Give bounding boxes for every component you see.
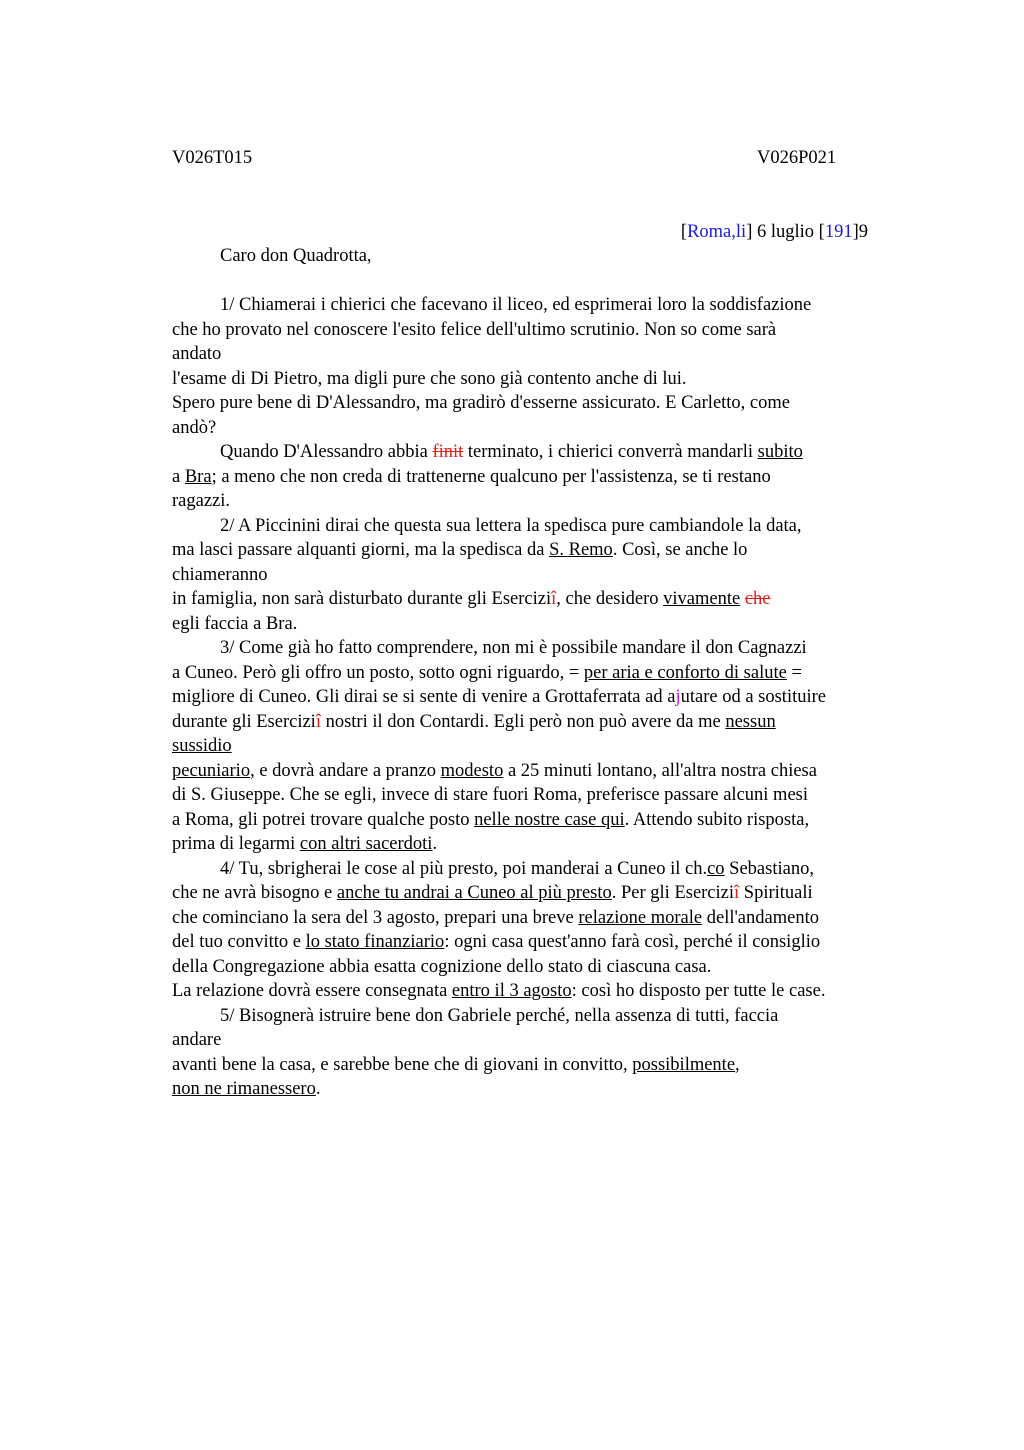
underlined-text: co — [707, 858, 725, 879]
text-run: utare od a sostituire — [680, 687, 826, 707]
text-run: chiameranno — [172, 564, 268, 585]
text-run: in famiglia, non sarà disturbato durante gli Esercizi — [172, 589, 552, 609]
text-line — [172, 342, 912, 367]
underlined-text: Bra — [184, 466, 212, 487]
text-line — [172, 367, 912, 392]
text-line — [172, 416, 912, 441]
underlined-text: sussidio — [172, 736, 232, 756]
text-run: , — [735, 1054, 740, 1075]
underlined-text: possibilmente — [632, 1054, 736, 1075]
text-run: egli faccia a Bra. — [172, 613, 298, 634]
text-line — [172, 1028, 912, 1053]
text-run: 4/ Tu, sbrigherai le cose al più presto, poi manderai a Cuneo il ch. — [220, 858, 708, 879]
text-line — [172, 710, 912, 735]
text-run: prima di legarmi — [172, 834, 300, 854]
text-run: ma lasci passare alquanti giorni, ma la spedisca da — [172, 540, 550, 560]
underlined-text: con altri sacerdoti — [299, 834, 433, 854]
date-year-prefix: 191 — [824, 222, 853, 242]
text-run: , che desidero — [556, 589, 664, 609]
text-run: nostri il don Contardi. Egli però non può avere da me — [320, 711, 726, 732]
text-run: durante gli Esercizi — [172, 711, 316, 732]
text-line — [172, 930, 912, 955]
text-run: : ogni casa quest'anno farà così, perché il consiglio — [444, 932, 821, 952]
text-line — [172, 906, 912, 931]
text-run: di S. Giuseppe. Che se egli, invece di stare fuori Roma, preferisce passare alcuni mesi — [172, 785, 808, 805]
text-line — [172, 1053, 912, 1078]
text-run: . — [432, 834, 438, 854]
date-day-month: 6 luglio — [756, 222, 815, 242]
text-run: a Roma, gli potrei trovare qualche posto — [172, 809, 475, 830]
text-line — [172, 881, 912, 906]
text-run: a 25 minuti lontano, all'altra nostra chiesa — [503, 760, 817, 781]
underlined-text: S. Remo — [549, 540, 613, 560]
date-year-suffix: 9 — [858, 222, 868, 242]
text-run: che ne avrà bisogno e — [172, 883, 337, 903]
text-run: Quando D'Alessandro abbia — [220, 442, 433, 462]
text-run: . Così, se anche lo — [612, 540, 748, 560]
text-run: Spirituali — [739, 883, 813, 903]
document-code-left: V026T015 — [172, 148, 253, 168]
underlined-text: pecuniario — [172, 760, 251, 781]
underlined-text: modesto — [440, 760, 504, 781]
text-run: avanti bene la casa, e sarebbe bene che di giovani in convitto, — [172, 1054, 633, 1075]
text-run: 1/ Chiamerai i chierici che facevano il liceo, ed esprimerai loro la soddisfazione — [220, 295, 812, 315]
text-line — [172, 293, 912, 318]
struck-text: che — [744, 589, 771, 609]
text-run: ; a meno che non creda di trattenerne qualcuno per l'assistenza, se ti restano — [211, 466, 771, 487]
underlined-text: entro il 3 agosto — [451, 981, 572, 1001]
underlined-text: per aria e conforto di salute — [583, 662, 787, 683]
text-line — [172, 1004, 912, 1029]
text-line — [172, 734, 912, 759]
text-line — [172, 612, 912, 637]
text-run: Spero pure bene di D'Alessandro, ma gradirò d'esserne assicurato. E Carletto, come — [172, 393, 790, 413]
text-run: che ho provato nel conoscere l'esito felice dell'ultimo scrutinio. Non so come sarà — [172, 319, 777, 340]
letter-date: [Roma,li] 6 luglio [191]9 — [680, 222, 868, 242]
text-run: a — [172, 466, 185, 487]
text-line — [172, 636, 912, 661]
text-line — [172, 514, 912, 539]
text-line — [172, 538, 912, 563]
editorial-mark: î — [734, 883, 740, 903]
editorial-mark: î — [551, 589, 557, 609]
text-run: 2/ A Piccinini dirai che questa sua lettera la spedisca pure cambiandole la data, — [220, 515, 802, 536]
text-line — [172, 1077, 912, 1102]
text-run: l'esame di Di Pietro, ma digli pure che sono già contento anche di lui. — [172, 368, 687, 389]
text-line — [172, 857, 912, 882]
text-line — [172, 685, 912, 710]
text-run: 5/ Bisognerà istruire bene don Gabriele perché, nella assenza di tutti, faccia — [220, 1005, 779, 1026]
text-line — [172, 563, 912, 588]
document-code-right: V026P021 — [757, 148, 837, 168]
underlined-text: vivamente — [663, 589, 741, 609]
text-run: 3/ Come già ho fatto comprendere, non mi è possibile mandare il don Cagnazzi — [220, 638, 807, 658]
text-line — [172, 465, 912, 490]
underlined-text: anche tu andrai a Cuneo al più presto — [336, 883, 612, 903]
text-run: che cominciano la sera del 3 agosto, prepari una breve — [172, 907, 579, 928]
text-run: del tuo convitto e — [172, 932, 306, 952]
text-line — [172, 391, 912, 416]
text-line — [172, 587, 912, 612]
text-line — [172, 808, 912, 833]
underlined-text: nelle nostre case qui — [474, 809, 625, 830]
text-run: a Cuneo. Però gli offro un posto, sotto ogni riguardo, = — [172, 662, 584, 683]
text-run: andato — [172, 344, 222, 364]
text-line — [172, 661, 912, 686]
text-run: dell'andamento — [702, 907, 819, 928]
text-run: migliore di Cuneo. Gli dirai se si sente di venire a Grottaferrata ad a — [172, 687, 676, 707]
text-run: Sebastiano, — [724, 858, 814, 879]
text-run: terminato, i chierici converrà mandarli — [463, 442, 758, 462]
text-run: = — [786, 662, 802, 683]
text-run: . — [315, 1079, 321, 1099]
text-run: : così ho disposto per tutte le case. — [571, 981, 826, 1001]
text-run: andare — [172, 1030, 222, 1050]
editorial-mark: j — [675, 687, 681, 707]
text-line — [172, 955, 912, 980]
salutation: Caro don Quadrotta, — [220, 246, 372, 266]
date-place: Roma,li — [687, 222, 747, 242]
letter-body — [172, 293, 912, 1102]
text-line — [172, 318, 912, 343]
text-line — [172, 759, 912, 784]
underlined-text: subito — [757, 442, 803, 462]
text-run: . Attendo subito risposta, — [624, 809, 810, 830]
text-run: . Per gli Esercizi — [611, 883, 735, 903]
underlined-text: non ne rimanessero — [172, 1079, 316, 1099]
underlined-text: nessun — [725, 711, 776, 732]
underlined-text: relazione morale — [578, 907, 703, 928]
text-line — [172, 832, 912, 857]
text-run: della Congregazione abbia esatta cognizione dello stato di ciascuna casa. — [172, 956, 712, 977]
text-run: andò? — [172, 417, 217, 438]
text-line — [172, 489, 912, 514]
text-run: ragazzi. — [172, 491, 231, 511]
editorial-mark: î — [315, 711, 321, 732]
text-line — [172, 979, 912, 1004]
text-line — [172, 783, 912, 808]
text-run: , e dovrà andare a pranzo — [250, 760, 441, 781]
struck-text: finit — [432, 442, 464, 462]
text-line — [172, 440, 912, 465]
underlined-text: lo stato finanziario — [305, 932, 445, 952]
text-run: La relazione dovrà essere consegnata — [172, 981, 452, 1001]
